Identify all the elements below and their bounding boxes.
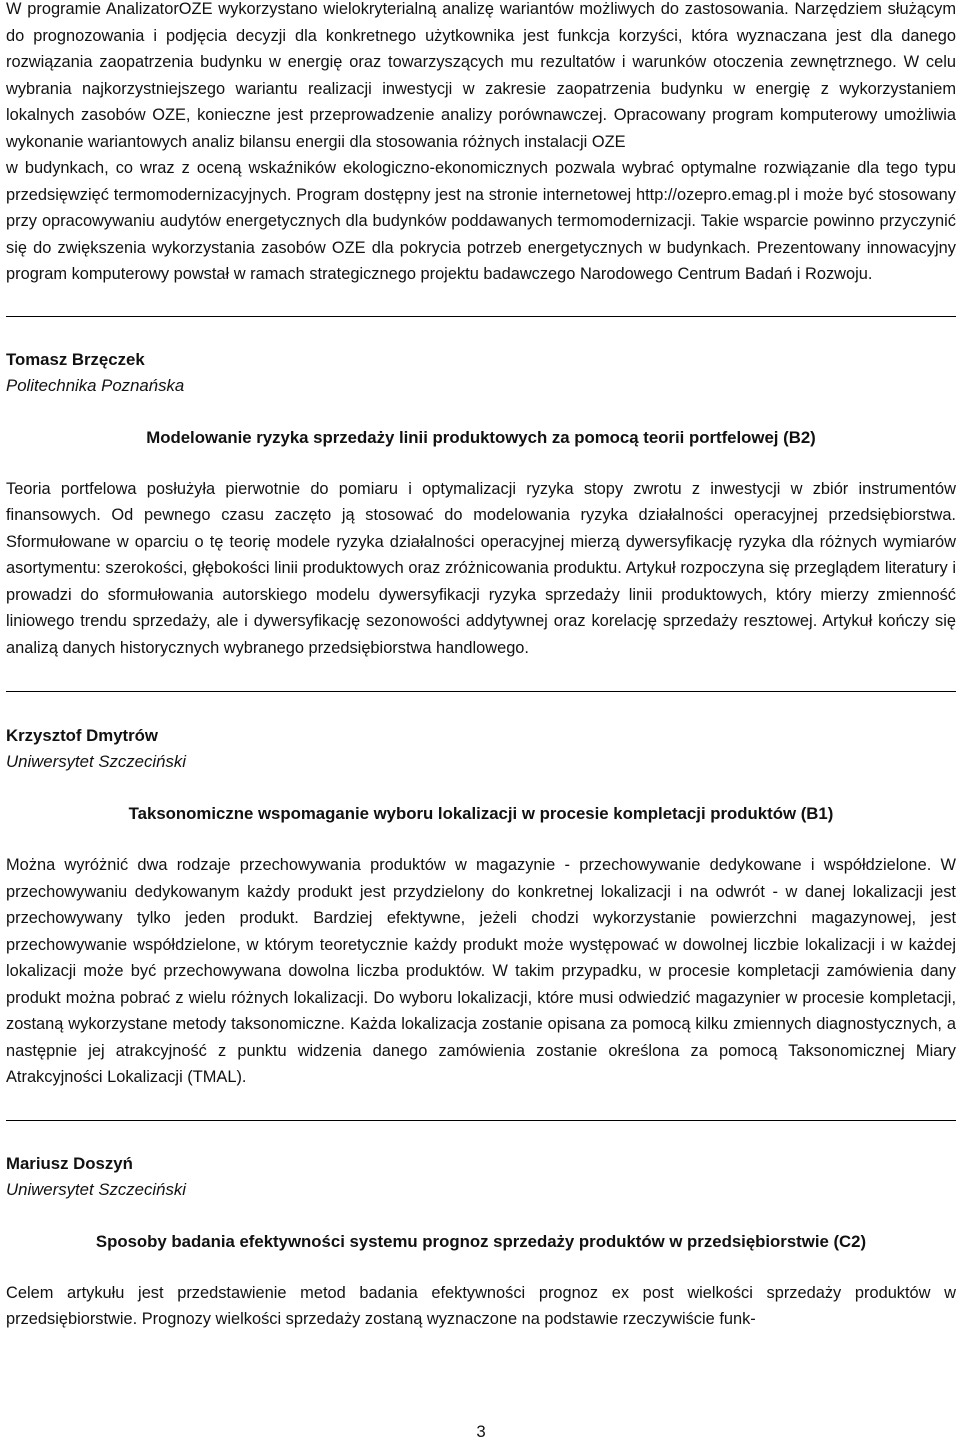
abstract-title: Taksonomiczne wspomaganie wyboru lokalizacji w procesie kompletacji produktów (B1) <box>128 804 834 823</box>
abstract-body: Można wyróżnić dwa rodzaje przechowywania produktów w magazynie - przechowywanie dedykowane i współdzielone. W przechowywaniu dedykowanym każdy produkt jest przydzielony do konkretnej lokalizacji i na odwrót - w danej lokalizacji jest przechowywany tylko jeden produkt. Bardziej efektywne, jeżeli chodzi wykorzystanie powierzchni magazynowej, jest przechowywanie współdzielone, w którym teoretycznie każdy produkt może występować w dowolnej liczbie lokalizacji i w każdej lokalizacji może być przechowywana dowolna liczba produktów. W takim przypadku, w procesie kompletacji zamówienia dany produkt można pobrać z wielu różnych lokalizacji. Do wyboru lokalizacji, które musi odwiedzić magazynier w procesie kompletacji, zostaną wykorzystane metody taksonomiczne. Każda lokalizacja zostanie opisana za pomocą kilku zmiennych diagnostycznych, a następnie jej atrakcyjność z punktu widzenia danego zamówienia zostanie określona za pomocą Taksonomicznej Miary Atrakcyjności Lokalizacji (TMAL). <box>6 856 956 1086</box>
abstract-title: Sposoby badania efektywności systemu prognoz sprzedaży produktów w przedsiębiorstwie (C2) <box>95 1231 867 1251</box>
abstract-title: Modelowanie ryzyka sprzedaży linii produktowych za pomocą teorii portfelowej (B2) <box>146 427 816 447</box>
abstract-body: Teoria portfelowa posłużyła pierwotnie do pomiaru i optymalizacji ryzyka stopy zwrotu z inwestycji w zbiór instrumentów finansowych. Od pewnego czasu zaczęto ją stosować do modelowania ryzyka działalności operacyjnej przedsiębiorstwa. Sformułowane w oparciu o tę teorię modele ryzyka działalności operacyjnej mierzą dywersyfikację ryzyka dla różnych wymiarów asortymentu: szerokości, głębokości linii produktowych oraz zróżnicowania produktu. Artykuł rozpoczyna się przeglądem literatury i prowadzi do sformułowania autorskiego modelu dywersyfikacji ryzyka sprzedaży linii produktowych, który mierzy zmienność liniowego trendu sprzedaży, ale i dywersyfikację sezonowości addytywnej oraz korelację sprzedaży resztowej. Artykuł kończy się analizą danych historycznych wybranego przedsiębiorstwa handlowego. <box>6 479 956 657</box>
author-name: Krzysztof Dmytrów <box>6 726 158 745</box>
abstract-doszyn <box>6 1151 956 1333</box>
abstract-brzeczek <box>6 347 956 662</box>
author-affiliation: Politechnika Poznańska <box>6 375 185 395</box>
author-affiliation: Uniwersytet Szczeciński <box>6 752 186 771</box>
page-number: 3 <box>476 1422 486 1441</box>
abstract-body: Celem artykułu jest przedstawienie metod badania efektywności prognoz ex post wielkości sprzedaży produktów w przedsiębiorstwie. Prognozy wielkości sprzedaży zostaną wyznaczone na podstawie rzeczywiście funk- <box>6 1283 956 1328</box>
author-name: Tomasz Brzęczek <box>6 349 145 369</box>
intro-paragraph: W programie AnalizatorOZE wykorzystano wielokryterialną analizę wariantów możliwych do zastosowania. Narzędziem służącym do prognozowania i podjęcia decyzji dla konkretnego użytkownika jest funkcja korzyści, która wyznaczana jest dla danego rozwiązania zaopatrzenia budynku w energię oraz towarzyszących mu rezultatów i warunków otoczenia zewnętrznego. W celu wybrania najkorzystniejszego wariantu realizacji inwestycji w zakresie zaopatrzenia budynku w energię z wykorzystaniem lokalnych zasobów OZE, konieczne jest przeprowadzenie analizy porównawczej. Opracowany program komputerowy umożliwia wykonanie wariantowych analiz bilansu energii dla stosowania różnych instalacji OZE <box>6 0 956 151</box>
abstract-dmytrow <box>6 723 956 1091</box>
author-affiliation: Uniwersytet Szczeciński <box>6 1179 186 1199</box>
document-page <box>6 0 956 1448</box>
intro-paragraph-continued: w budynkach, co wraz z oceną wskaźników ekologiczno-ekonomicznych pozwala wybrać optymalne rozwiązanie dla tego typu przedsięwzięć termomodernizacyjnych. Program dostępny jest na stronie internetowej http://ozepro.emag.pl i może być stosowany przy opracowywaniu audytów energetycznych dla budynków poddawanych termomodernizacji. Takie wsparcie powinno przyczynić się do zwiększenia wykorzystania zasobów OZE dla pokrycia potrzeb energetycznych w budynkach. Prezentowany innowacyjny program komputerowy powstał w ramach strategicznego projektu badawczego Narodowego Centrum Badań i Rozwoju. <box>6 159 956 283</box>
author-name: Mariusz Doszyń <box>6 1153 133 1173</box>
